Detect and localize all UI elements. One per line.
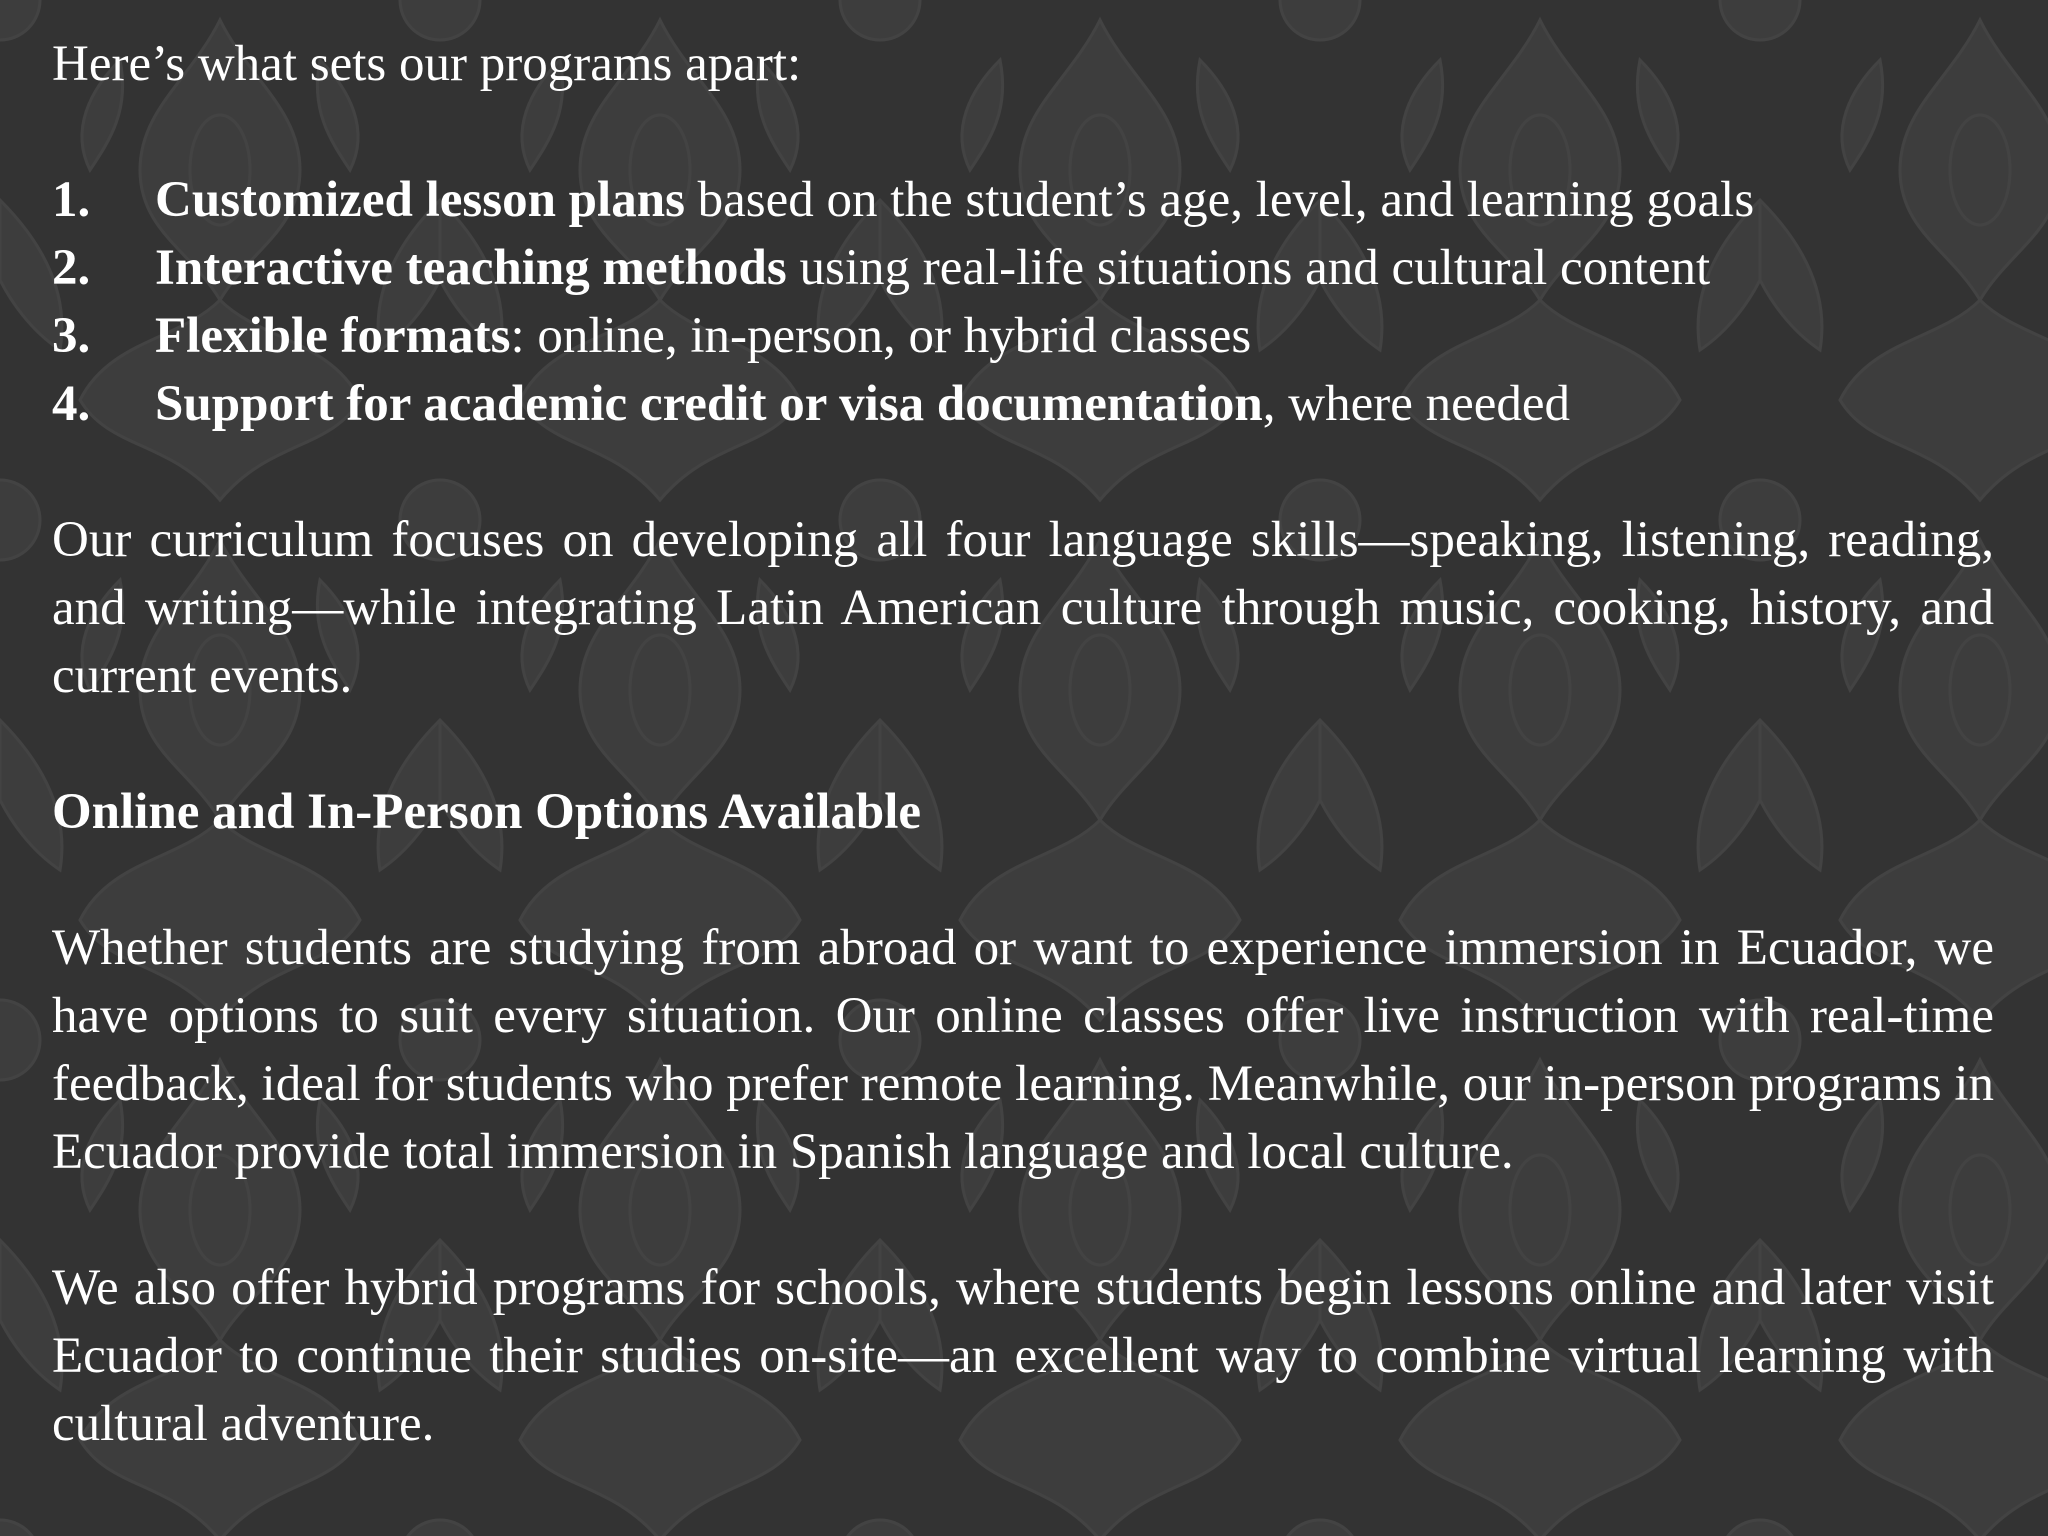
list-item [52,370,1994,438]
curriculum-paragraph: Our curriculum focuses on developing all four language skills—speaking, listening, reading, and writing—while integrating Latin American culture through music, cooking, history, and current events. [52,512,1994,704]
features-list [52,166,1994,438]
list-item-bold: Flexible formats [155,308,511,364]
options-paragraph: Whether students are studying from abroad or want to experience immersion in Ecuador, we have options to suit every situation. Our online classes offer live instruction with real-time feedback, ideal for students who prefer remote learning. Meanwhile, our in-person programs in Ecuador provide total immersion in Spanish language and local culture. [52,920,1994,1180]
list-item-bold: Support for academic credit or visa documentation [155,376,1263,432]
spacer [52,438,1994,506]
spacer [52,710,1994,778]
list-item-bold: Customized lesson plans [155,172,685,228]
list-number: 2. [52,240,91,296]
hybrid-paragraph: We also offer hybrid programs for schools, where students begin lessons online and later visit Ecuador to continue their studies on-site—an excellent way to combine virtual learning with cultural adventure. [52,1260,1994,1452]
list-number: 3. [52,308,91,364]
list-item [52,302,1994,370]
list-item [52,234,1994,302]
list-item-bold: Interactive teaching methods [155,240,787,296]
intro-text: Here’s what sets our programs apart: [52,36,802,92]
list-item-rest: : online, in-person, or hybrid classes [510,308,1252,364]
list-text [155,302,1251,370]
list-item [52,166,1994,234]
section-heading: Online and In-Person Options Available [52,784,922,840]
spacer [52,846,1994,914]
list-item-rest: based on the student’s age, level, and learning goals [684,172,1755,228]
spacer [52,98,1994,166]
list-text [155,234,1710,302]
spacer [52,1186,1994,1254]
document-body [52,30,1994,1458]
list-number: 4. [52,376,91,432]
list-number: 1. [52,172,91,228]
list-text [155,166,1754,234]
list-item-rest: using real-life situations and cultural content [786,240,1711,296]
list-item-rest: , where needed [1262,376,1571,432]
list-text [155,370,1570,438]
